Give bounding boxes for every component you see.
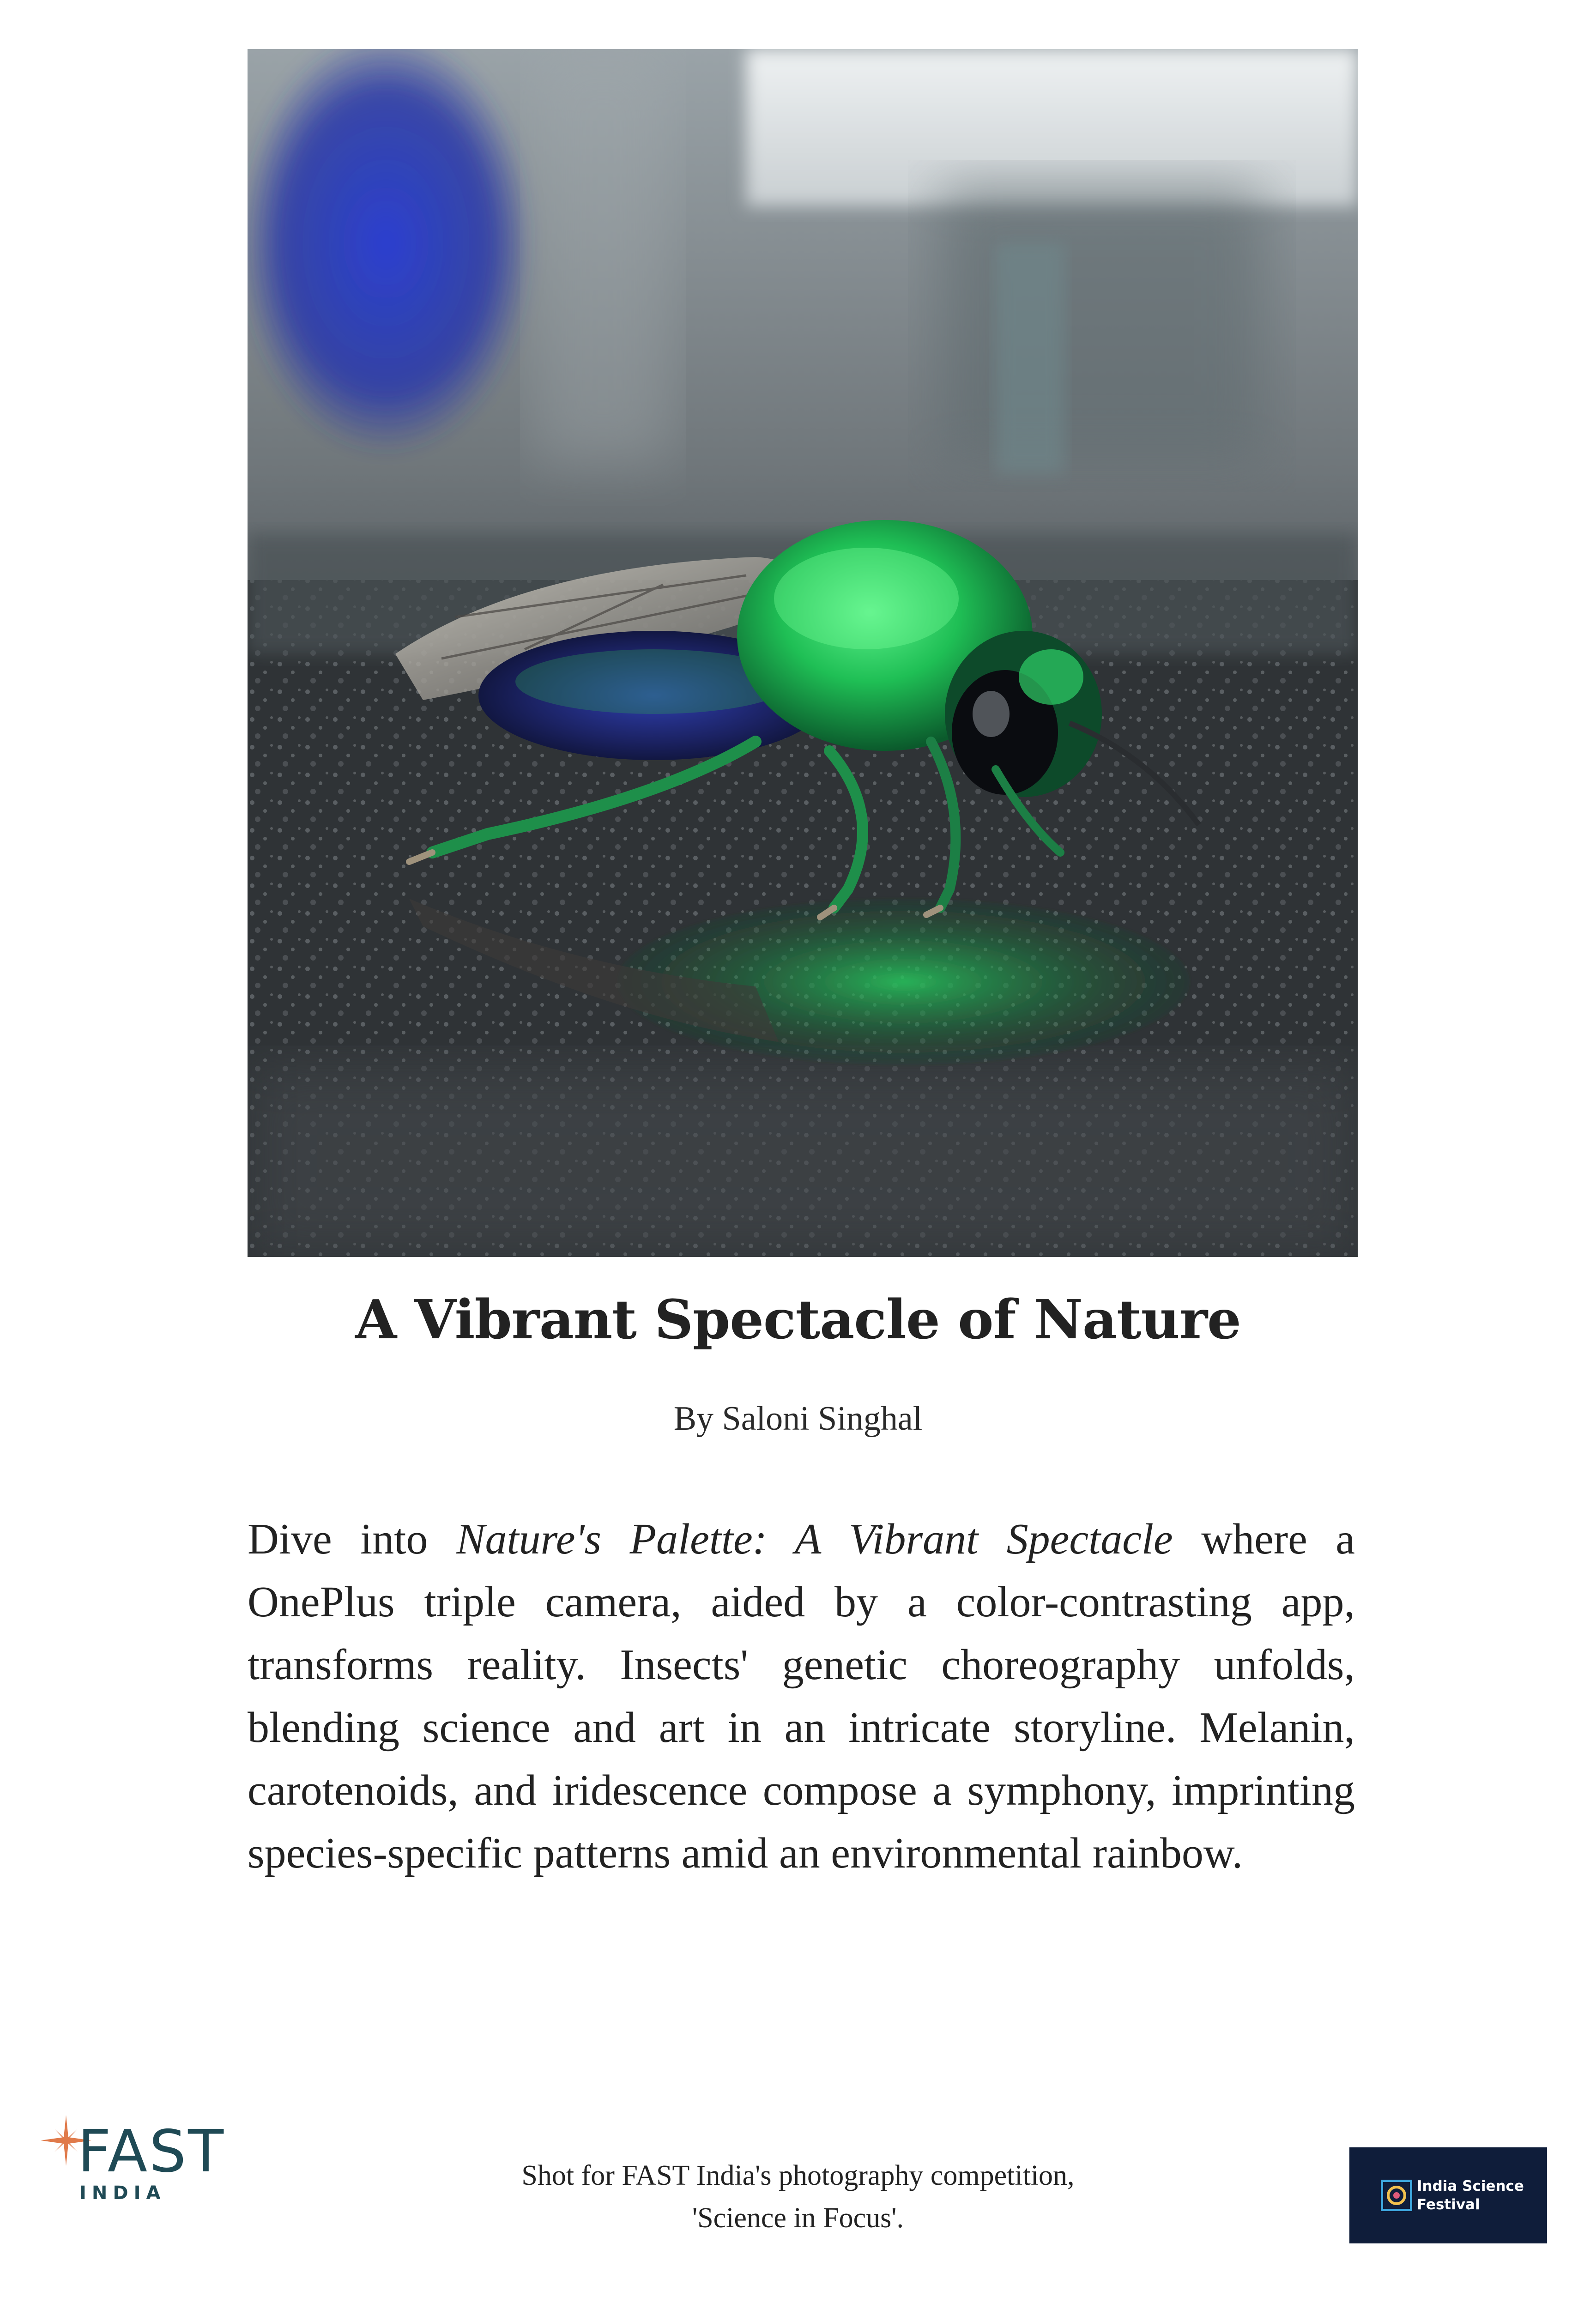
festival-name-line1: India Science: [1417, 2178, 1524, 2194]
festival-name-line2: Festival: [1417, 2196, 1480, 2213]
footer-note-line1: Shot for FAST India's photography competition,: [521, 2160, 1075, 2191]
body-italic-title: Nature's Palette: A Vibrant Spectacle: [456, 1515, 1173, 1563]
insect-photo: [248, 49, 1358, 1257]
body-rest: where a OnePlus triple camera, aided by a color-contrasting app, transforms reality. Insects' genetic choreography unfolds, blending science and art in an intricate storyline. Melanin, carotenoids, and iridescence compose a symphony, imprinting species-specific patterns amid an environmental rainbow.: [248, 1515, 1355, 1877]
footer-note-line2: 'Science in Focus'.: [692, 2202, 904, 2234]
fast-logo-sub: INDIA: [79, 2182, 166, 2204]
article-title: A Vibrant Spectacle of Nature: [355, 1288, 1241, 1351]
festival-name: [1417, 2177, 1524, 2214]
body-intro: Dive into: [248, 1515, 456, 1563]
festival-icon: [1381, 2180, 1412, 2211]
fast-logo-word: FAST: [78, 2117, 226, 2185]
article-body: [248, 1508, 1355, 1885]
india-science-festival-badge: [1349, 2147, 1547, 2243]
insect-photo-illustration: [248, 49, 1358, 1257]
article-byline: By Saloni Singhal: [673, 1400, 923, 1438]
